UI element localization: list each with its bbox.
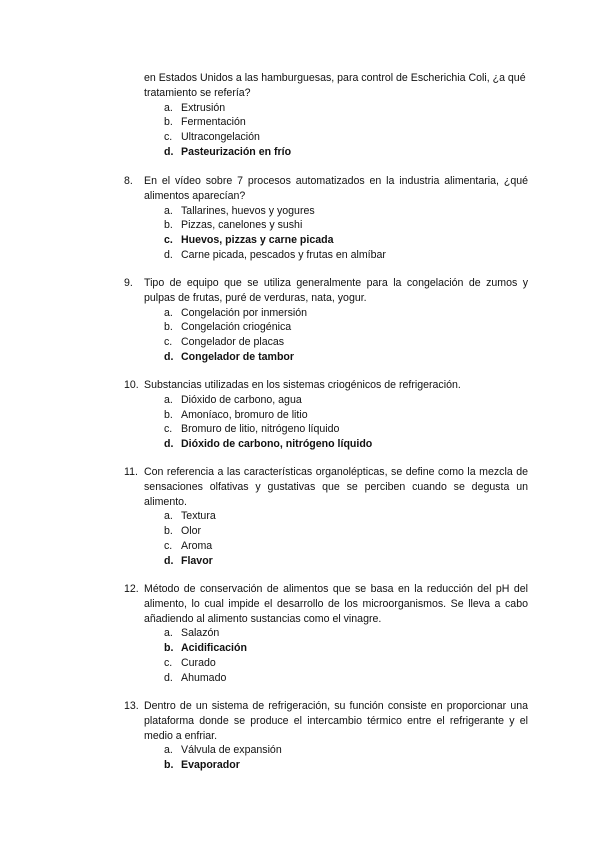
option-c: c. Curado: [164, 656, 216, 669]
option-b: b. Pizzas, canelones y sushi: [164, 219, 303, 232]
question-number: 13.: [124, 700, 139, 712]
question-11: [124, 465, 528, 569]
option-a: a. Textura: [164, 510, 216, 523]
option-c: c. Bromuro de litio, nitrógeno líquido: [164, 423, 340, 436]
option-c: c. Congelador de placas: [164, 336, 285, 349]
question-text: Tipo de equipo que se utiliza generalmente para la congelación de zumos y pulpas de frutas, puré de verduras, nata, yogur.: [144, 277, 528, 304]
question-10: [124, 378, 528, 452]
question-7-continued: [124, 71, 528, 160]
question-text: Dentro de un sistema de refrigeración, su función consiste en proporcionar una plataforma donde se produce el intercambio térmico entre el refrigerante y el medio a enfriar.: [144, 700, 528, 742]
question-13: [124, 699, 528, 773]
option-a: a. Dióxido de carbono, agua: [164, 393, 302, 406]
option-list: [124, 509, 528, 568]
option-d-correct: d. Flavor: [164, 554, 213, 567]
question-9: [124, 276, 528, 365]
option-list: [124, 743, 528, 773]
option-list: [124, 101, 528, 160]
option-d: d. Ahumado: [164, 671, 227, 684]
option-a: a. Congelación por inmersión: [164, 306, 308, 319]
option-d-correct: d. Dióxido de carbono, nitrógeno líquido: [164, 438, 373, 451]
question-number: 8.: [124, 175, 133, 187]
option-b-correct: b. Acidificación: [164, 642, 247, 655]
question-text: en Estados Unidos a las hamburguesas, para control de Escherichia Coli, ¿a qué tratamiento se refería?: [144, 72, 526, 99]
option-b: b. Fermentación: [164, 116, 246, 129]
question-text: Método de conservación de alimentos que se basa en la reducción del pH del alimento, lo cual impide el desarrollo de los microorganismos. Se lleva a cabo añadiendo al alimento sustancias como el vinagre.: [144, 583, 528, 625]
option-d-correct: d. Congelador de tambor: [164, 350, 295, 363]
question-number: 12.: [124, 583, 139, 595]
option-a: a. Salazón: [164, 627, 220, 640]
option-b: b. Amoníaco, bromuro de litio: [164, 408, 308, 421]
option-b: b. Olor: [164, 525, 202, 538]
question-text: En el vídeo sobre 7 procesos automatizados en la industria alimentaria, ¿qué alimentos aparecían?: [144, 175, 528, 202]
option-c: c. Aroma: [164, 539, 213, 552]
option-d: d. Carne picada, pescados y frutas en almíbar: [164, 248, 386, 261]
option-c-correct: c. Huevos, pizzas y carne picada: [164, 234, 334, 247]
question-number: 10.: [124, 379, 139, 391]
question-12: [124, 582, 528, 686]
option-list: [124, 393, 528, 452]
question-text: Substancias utilizadas en los sistemas criogénicos de refrigeración.: [144, 379, 461, 391]
option-a: a. Extrusión: [164, 101, 226, 114]
question-8: [124, 174, 528, 263]
question-text: Con referencia a las características organolépticas, se define como la mezcla de sensaciones olfativas y gustativas que se perciben cuando se degusta un alimento.: [144, 466, 528, 508]
option-d-correct: d. Pasteurización en frío: [164, 145, 292, 158]
option-a: a. Válvula de expansión: [164, 744, 282, 757]
option-b: b. Congelación criogénica: [164, 321, 292, 334]
option-a: a. Tallarines, huevos y yogures: [164, 204, 315, 217]
option-list: [124, 204, 528, 263]
option-list: [124, 626, 528, 685]
question-number: 11.: [124, 466, 138, 478]
option-list: [124, 306, 528, 365]
option-c: c. Ultracongelación: [164, 131, 260, 144]
option-b-correct: b. Evaporador: [164, 759, 240, 772]
question-number: 9.: [124, 277, 133, 289]
